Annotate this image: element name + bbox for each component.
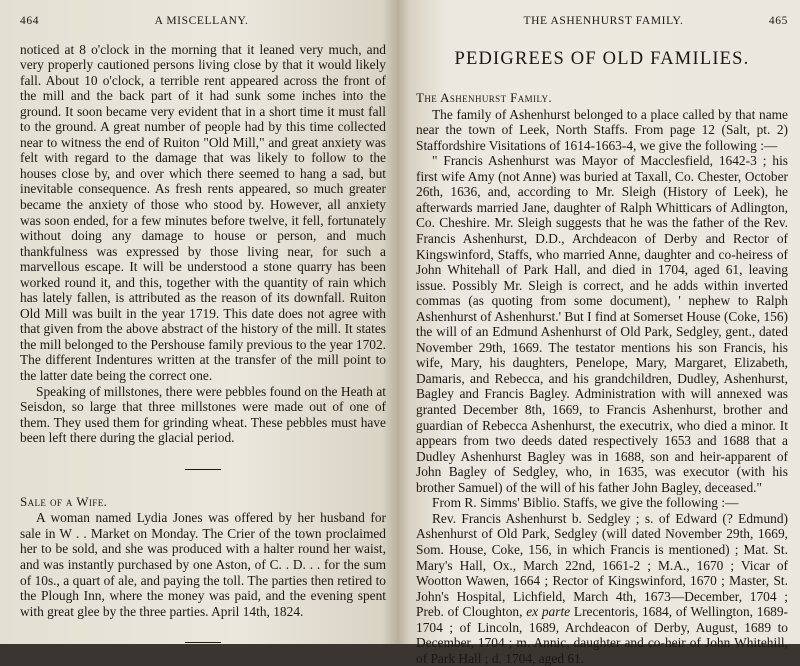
intro-paragraph: The family of Ashenhurst belonged to a place called by that name near the town of Leek, North Staffs. From page 12 (Salt, pt. 2) Staffordshire Visitations of 1614-1663-4, we give the following :— — [416, 106, 788, 153]
left-running-title: A MISCELLANY. — [154, 15, 249, 27]
quote-paragraph: " Francis Ashenhurst was Mayor of Macclesfield, 1642-3 ; his first wife Amy (not Anne) was buried at Taxall, Co. Chester, October 26th, 1636, and, according to Mr. Sleigh (History of Leek), he afterwards married Jane, daughter of Ralph Whitticars of Adlington, Co. Cheshire. Mr. Sleigh suggests that he was the father of the Rev. Francis Ashenhurst, D.D., Archdeacon of Derby and Rector of Kingswinford, Staffs, who married Anne, daughter and co-heiress of John Whitehall of Park Hall, and died in 1704, aged 61, leaving issue. Possibly Mr. Sleigh is correct, and he adds within inverted commas (as quoting from some document), ' nephew to Ralph Ashenhurst of Ashenhurst.' But I find at Somerset House (Coke, 156) the will of an Edmund Ashenhurst of Old Park, Sedgley, gent., dated November 29th, 1669. The testator mentions his son Francis, his wife, Mary, his daughters, Penelope, Mary, Margaret, Elizabeth, Damaris, and Rebecca, and his grandchildren, Dudley, Ashenhurst, Bagley and Francis Bagley. Administration with will annexed was granted December 8th, 1669, to Francis Ashenhurst, brother and guardian of Rebecca Ashenhurst, the executrix, who died a minor. It appears from two deeds dated respectively 1653 and 1688 that a Dudley Ashenhurst Bagley was in 1688, son and heir-apparent of John Bagley of Sedgley, who, in 1635, was executor (with his brother Samuel) of the will of his father John Bagley, deceased." — [416, 153, 788, 495]
right-page-number: 465 — [768, 15, 788, 27]
mill-paragraph: noticed at 8 o'clock in the morning that it leaned very much, and very properly cautioned persons living close by that it would likely fall. About 10 o'clock, a terrible rent appeared across the front of the mill and the back part of it had sunk some inches into the ground. It soon became very evident that in a short time it must fall to the ground. A great number of people had by this time collected near to witness the end of Ruiton "Old Mill," and great anxiety was felt with regard to the damage that was likely to follow to the houses close by, and over which there seemed to hang a sad, but inevitable consequence. As fresh rents appeared, so much greater became the anxiety of those who stood by. However, all anxiety was soon ended, for a few minutes before twelve, it fell, fortunately without doing any damage to house or person, and much thankfulness was expressed by those living near, for such a marvellous escape. It will be understood a stone quarry has been worked round it, and this, together with the quantity of rain which has lately fallen, is attributed as the reason of its downfall. Ruiton Old Mill was built in the year 1719. This date does not agree with that given from the above abstract of the history of the mill. It states the mill belonged to the Pershouse family previous to the year 1702. The different Indentures written at the transfer of the mill point to the latter date being the correct one. — [20, 41, 386, 384]
ashenhurst-heading: The Ashenhurst Family. — [416, 90, 552, 106]
source-line: From R. Simms' Biblio. Staffs, we give the following :— — [432, 495, 739, 511]
biblio-entry — [416, 511, 788, 666]
sale-of-wife-paragraph: A woman named Lydia Jones was offered by her husband for sale in W . . Market on Monday. The Crier of the town proclaimed her to be sold, and she was produced with a halter round her waist, and was instantly purchased by one Aston, of C. . D. . . for the sum of 10s., a quart of ale, and paying the toll. The parties then retired to the Plough Inn, where the money was paid, and the evening spent with great glee by the three parties. April 14th, 1824. — [20, 510, 386, 619]
biblio-entry-part-2: Lrecentoris, 1684, of Wellington, 1689-1704 ; of Lincoln, 1689, Archdeacon of Derby, August, 1689 to December, 1704 ; m. Annic, daughter and co-heir of John Whitehill, of Park Hall ; d. 1704, aged 61. — [416, 604, 789, 666]
left-running-head — [20, 14, 386, 30]
biblio-entry-part-1: Rev. Francis Ashenhurst b. Sedgley ; s. of Edward (? Edmund) Ashenhurst of Old Park, Sedgley (will dated November 29th, 1669, Som. House, Coke, 156, in which Francis is mentioned) ; Mat. St. Mary's Hall, Ox., March 22nd, 1661-2 ; M.A., 1670 ; Vicar of Wootton Wawen, 1664 ; Rector of Kingswinford, 1670 ; Master, St. John's Hospital, Lichfield, March 4th, 1673—December, 1704 ; Preb. of Cloughton, — [416, 510, 788, 620]
left-page-text — [20, 42, 386, 644]
right-running-head — [416, 14, 788, 30]
right-page-text — [416, 90, 788, 666]
millstones-paragraph: Speaking of millstones, there were pebbles found on the Heath at Seisdon, so large that three millstones were made out of one of them. They used them for grinding wheat. These pebbles must have been left there during the glacial period. — [20, 383, 386, 446]
right-page — [398, 0, 800, 666]
left-page-number: 464 — [20, 15, 40, 27]
left-page — [0, 0, 398, 644]
biblio-entry-italic: ex parte — [526, 604, 571, 620]
sale-of-wife-heading: Sale of a Wife. — [20, 493, 108, 509]
end-divider — [185, 642, 221, 643]
right-running-title: THE ASHENHURST FAMILY. — [523, 15, 684, 27]
pedigrees-title: PEDIGREES OF OLD FAMILIES. — [454, 48, 750, 69]
